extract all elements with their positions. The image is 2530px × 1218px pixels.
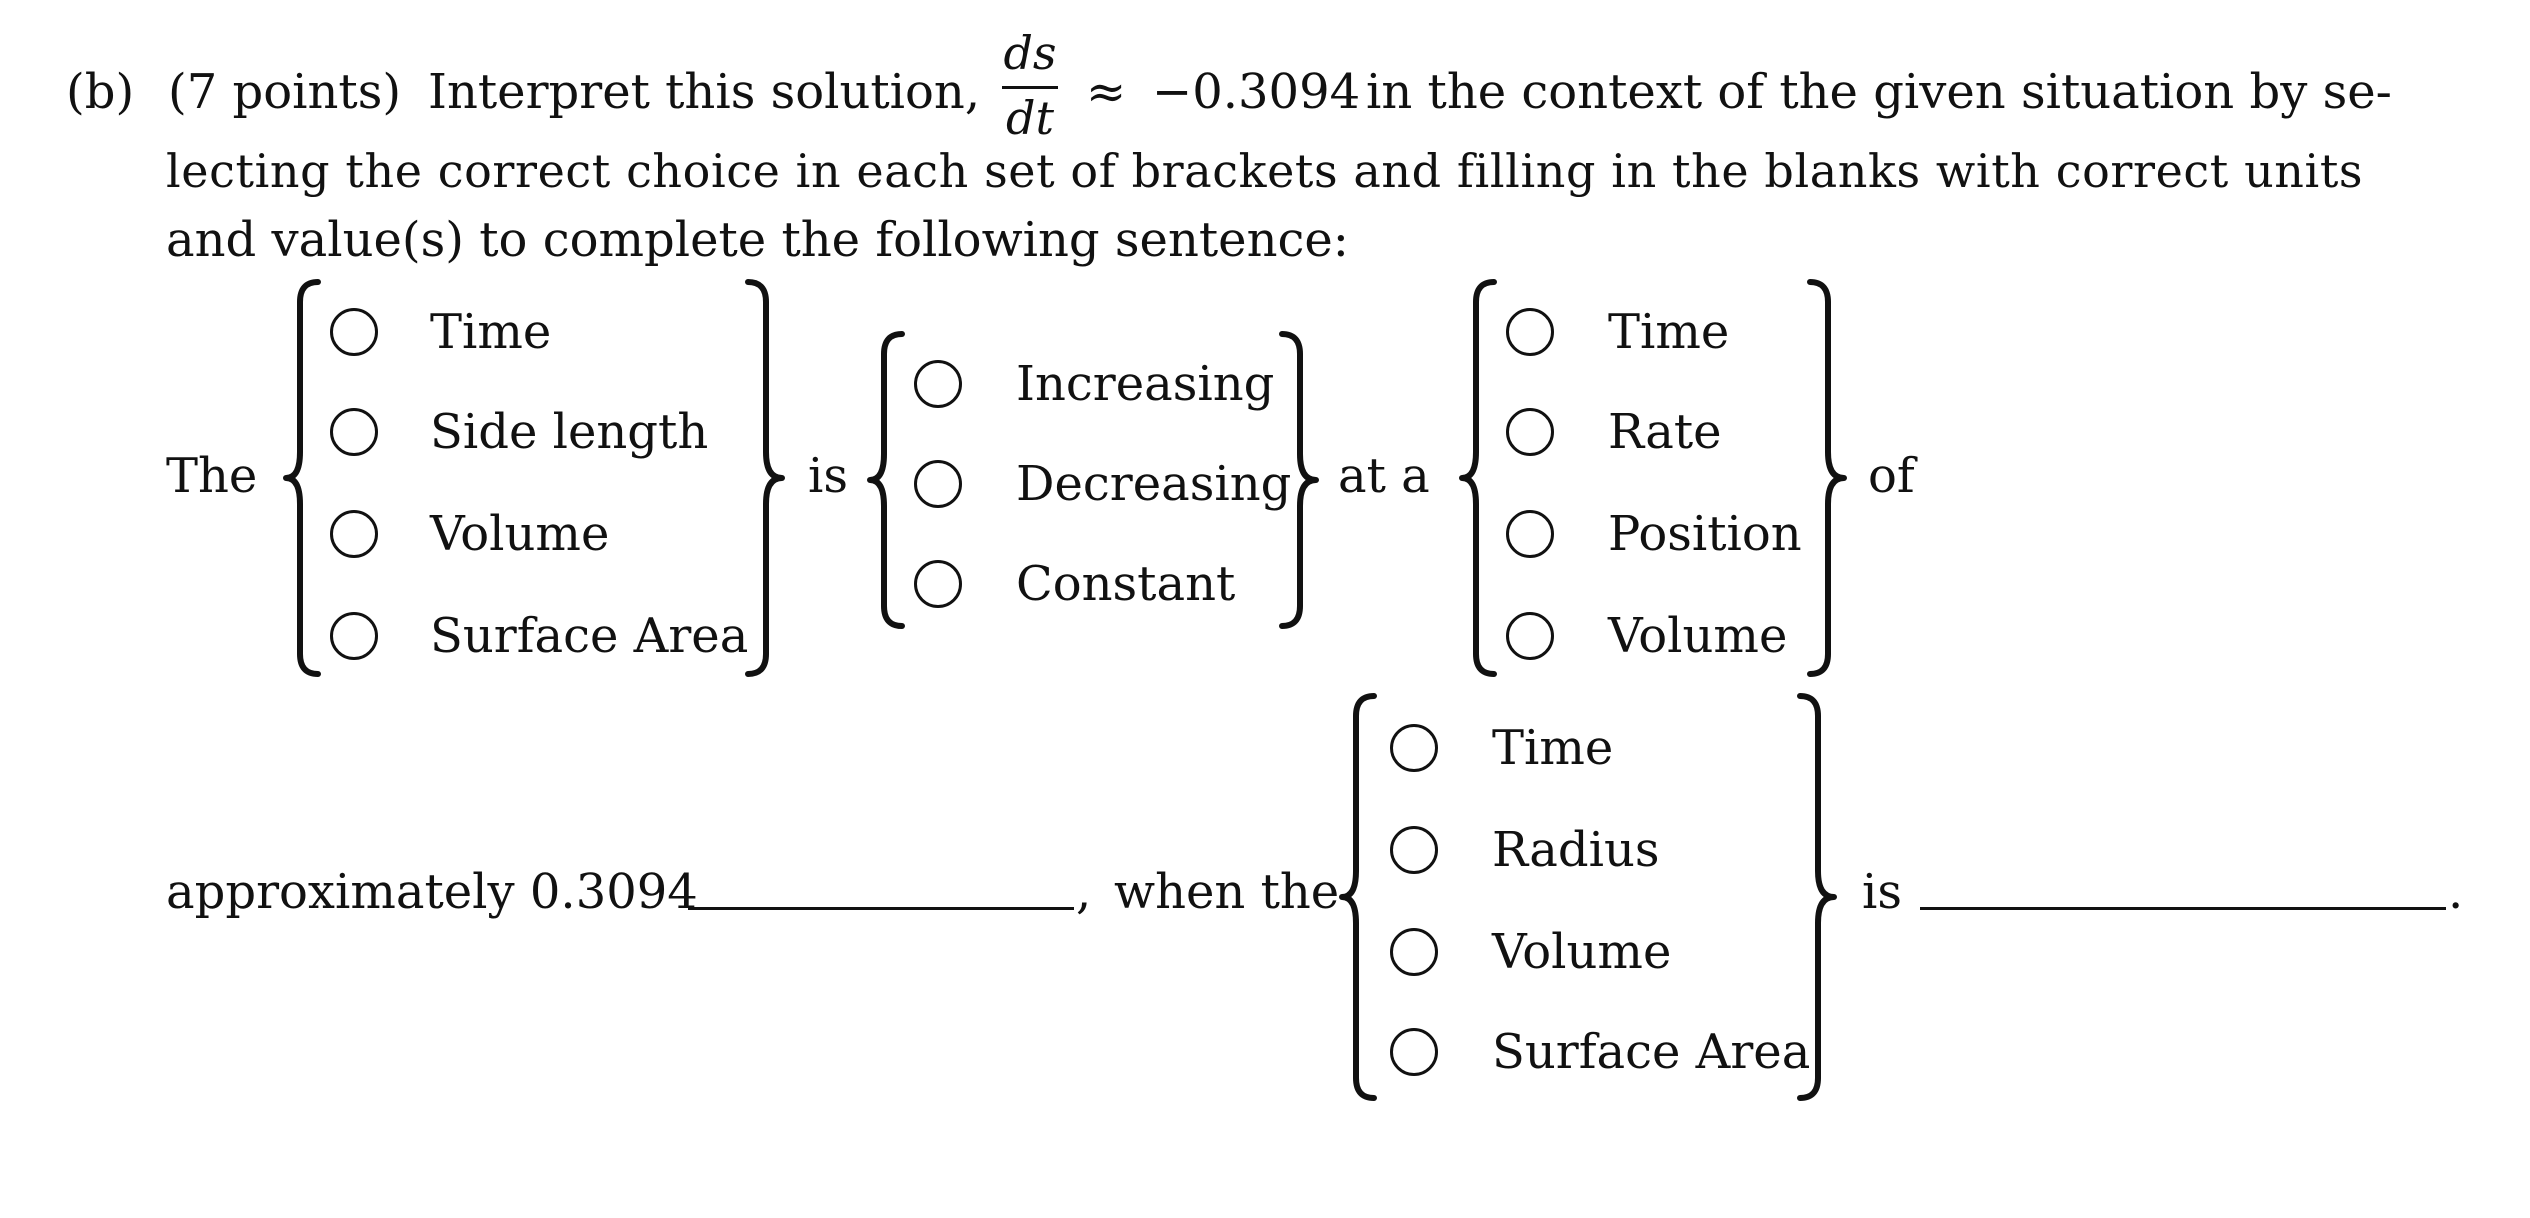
option-label: Volume: [1608, 608, 1788, 664]
sentence-at-a: at a: [1338, 448, 1430, 504]
question-prompt-end: in the context of the given situation by se-: [1366, 64, 2392, 120]
sentence-of: of: [1868, 448, 1915, 504]
option-label: Position: [1608, 506, 1802, 562]
option-label: Time: [1492, 720, 1614, 776]
sentence-period: .: [2448, 864, 2464, 920]
fraction-bar: [1002, 86, 1058, 89]
sentence-comma: ,: [1076, 864, 1092, 920]
radio-position[interactable]: [1506, 510, 1554, 558]
option-label: Surface Area: [1492, 1024, 1811, 1080]
derivative-numerator: ds: [1003, 26, 1057, 80]
radio-volume[interactable]: [330, 510, 378, 558]
option-label: Rate: [1608, 404, 1722, 460]
left-brace: [1460, 278, 1500, 678]
question-prompt-start: Interpret this solution,: [428, 64, 981, 120]
sentence-the: The: [166, 448, 258, 504]
option-label: Constant: [1016, 556, 1236, 612]
radio-surface-area[interactable]: [1390, 1028, 1438, 1076]
option-label: Decreasing: [1016, 456, 1292, 512]
radio-time[interactable]: [1506, 308, 1554, 356]
question-line-2: lecting the correct choice in each set of brackets and filling in the blanks with correct units: [166, 144, 2364, 198]
radio-surface-area[interactable]: [330, 612, 378, 660]
right-brace: [744, 278, 784, 678]
derivative-fraction: [996, 26, 1064, 145]
radio-increasing[interactable]: [914, 360, 962, 408]
sentence-is-final: is: [1862, 864, 1902, 920]
radio-side-length[interactable]: [330, 408, 378, 456]
option-label: Side length: [430, 404, 709, 460]
sentence-approximately: approximately 0.3094: [166, 864, 698, 920]
option-label: Surface Area: [430, 608, 749, 664]
radio-rate[interactable]: [1506, 408, 1554, 456]
question-line-3: and value(s) to complete the following sentence:: [166, 212, 1349, 268]
radio-volume[interactable]: [1390, 928, 1438, 976]
units-blank[interactable]: [688, 907, 1074, 910]
radio-time[interactable]: [330, 308, 378, 356]
option-label: Time: [1608, 304, 1730, 360]
left-brace: [868, 330, 908, 630]
right-brace: [1806, 278, 1846, 678]
radio-radius[interactable]: [1390, 826, 1438, 874]
option-label: Volume: [430, 506, 610, 562]
derivative-denominator: dt: [1006, 91, 1054, 145]
option-label: Radius: [1492, 822, 1660, 878]
radio-decreasing[interactable]: [914, 460, 962, 508]
derivative-value: −0.3094: [1152, 64, 1361, 120]
approx-symbol: ≈: [1086, 64, 1127, 120]
option-label: Time: [430, 304, 552, 360]
option-label: Volume: [1492, 924, 1672, 980]
option-label: Increasing: [1016, 356, 1275, 412]
left-brace: [1340, 692, 1380, 1102]
question-label: (b): [66, 64, 135, 120]
sentence-when-the: when the: [1114, 864, 1340, 920]
radio-volume[interactable]: [1506, 612, 1554, 660]
value-blank[interactable]: [1920, 907, 2446, 910]
radio-time[interactable]: [1390, 724, 1438, 772]
sentence-is: is: [808, 448, 848, 504]
radio-constant[interactable]: [914, 560, 962, 608]
left-brace: [284, 278, 324, 678]
question-points: (7 points): [168, 64, 402, 120]
